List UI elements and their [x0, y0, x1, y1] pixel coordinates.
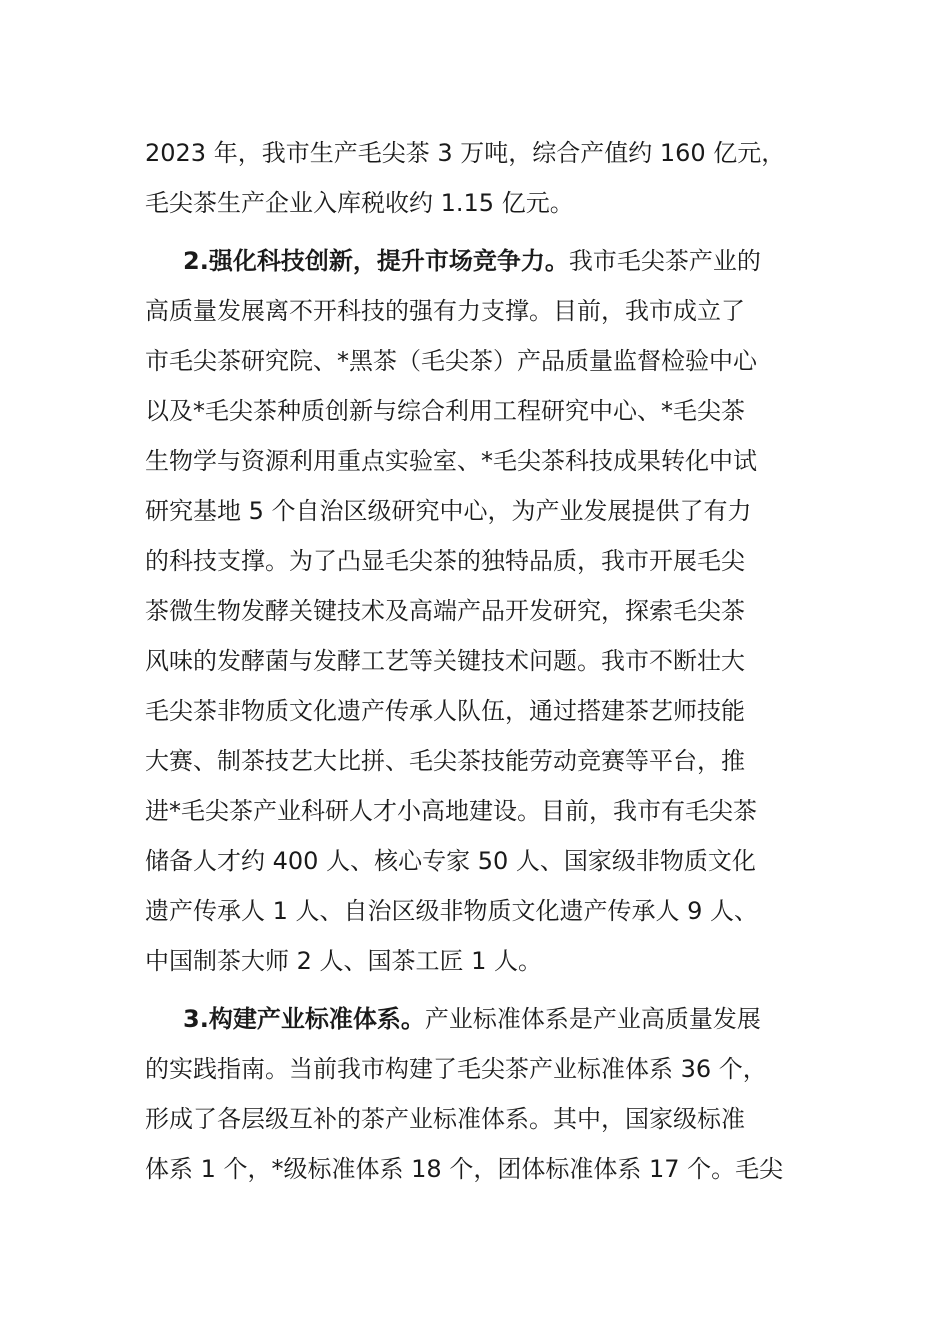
text-line: 遗产传承人 1 人、自治区级非物质文化遗产传承人 9 人、 — [145, 897, 759, 925]
text-line: 中国制茶大师 2 人、国茶工匠 1 人。 — [145, 947, 543, 975]
paragraph-1 — [145, 128, 845, 228]
text-span: 我市毛尖茶产业的 — [568, 247, 761, 275]
text-line: 形成了各层级互补的茶产业标准体系。其中，国家级标准 — [145, 1105, 745, 1133]
text-line: 生物学与资源利用重点实验室、*毛尖茶科技成果转化中试 — [145, 447, 757, 475]
text-line: 毛尖茶生产企业入库税收约 1.15 亿元。 — [145, 189, 574, 217]
text-line: 进*毛尖茶产业科研人才小高地建设。目前，我市有毛尖茶 — [145, 797, 757, 825]
text-line: 市毛尖茶研究院、*黑茶（毛尖茶）产品质量监督检验中心 — [145, 347, 757, 375]
paragraph-2 — [145, 236, 845, 986]
text-line: 风味的发酵菌与发酵工艺等关键技术问题。我市不断壮大 — [145, 647, 745, 675]
text-line: 茶微生物发酵关键技术及高端产品开发研究，探索毛尖茶 — [145, 597, 745, 625]
text-span: 产业标准体系是产业高质量发展 — [424, 1005, 761, 1033]
paragraph-gap — [145, 986, 845, 994]
section-heading: 2.强化科技创新，提升市场竞争力。 — [183, 247, 569, 275]
text-line: 毛尖茶非物质文化遗产传承人队伍，通过搭建茶艺师技能 — [145, 697, 745, 725]
section-heading: 3.构建产业标准体系。 — [183, 1005, 425, 1033]
text-line: 的科技支撑。为了凸显毛尖茶的独特品质，我市开展毛尖 — [145, 547, 745, 575]
text-line: 高质量发展离不开科技的强有力支撑。目前，我市成立了 — [145, 297, 745, 325]
text-line: 研究基地 5 个自治区级研究中心，为产业发展提供了有力 — [145, 497, 752, 525]
text-line: 储备人才约 400 人、核心专家 50 人、国家级非物质文化 — [145, 847, 756, 875]
text-line: 2023 年，我市生产毛尖茶 3 万吨，综合产值约 160 亿元， — [145, 139, 786, 167]
document-body — [145, 128, 845, 1194]
text-line — [145, 994, 845, 1044]
paragraph-gap — [145, 228, 845, 236]
text-line: 以及*毛尖茶种质创新与综合利用工程研究中心、*毛尖茶 — [145, 397, 745, 425]
text-line — [145, 236, 845, 286]
paragraph-3 — [145, 994, 845, 1194]
text-line: 体系 1 个，*级标准体系 18 个，团体标准体系 17 个。毛尖 — [145, 1155, 784, 1183]
text-line: 大赛、制茶技艺大比拼、毛尖茶技能劳动竞赛等平台，推 — [145, 747, 745, 775]
text-line: 的实践指南。当前我市构建了毛尖茶产业标准体系 36 个， — [145, 1055, 767, 1083]
